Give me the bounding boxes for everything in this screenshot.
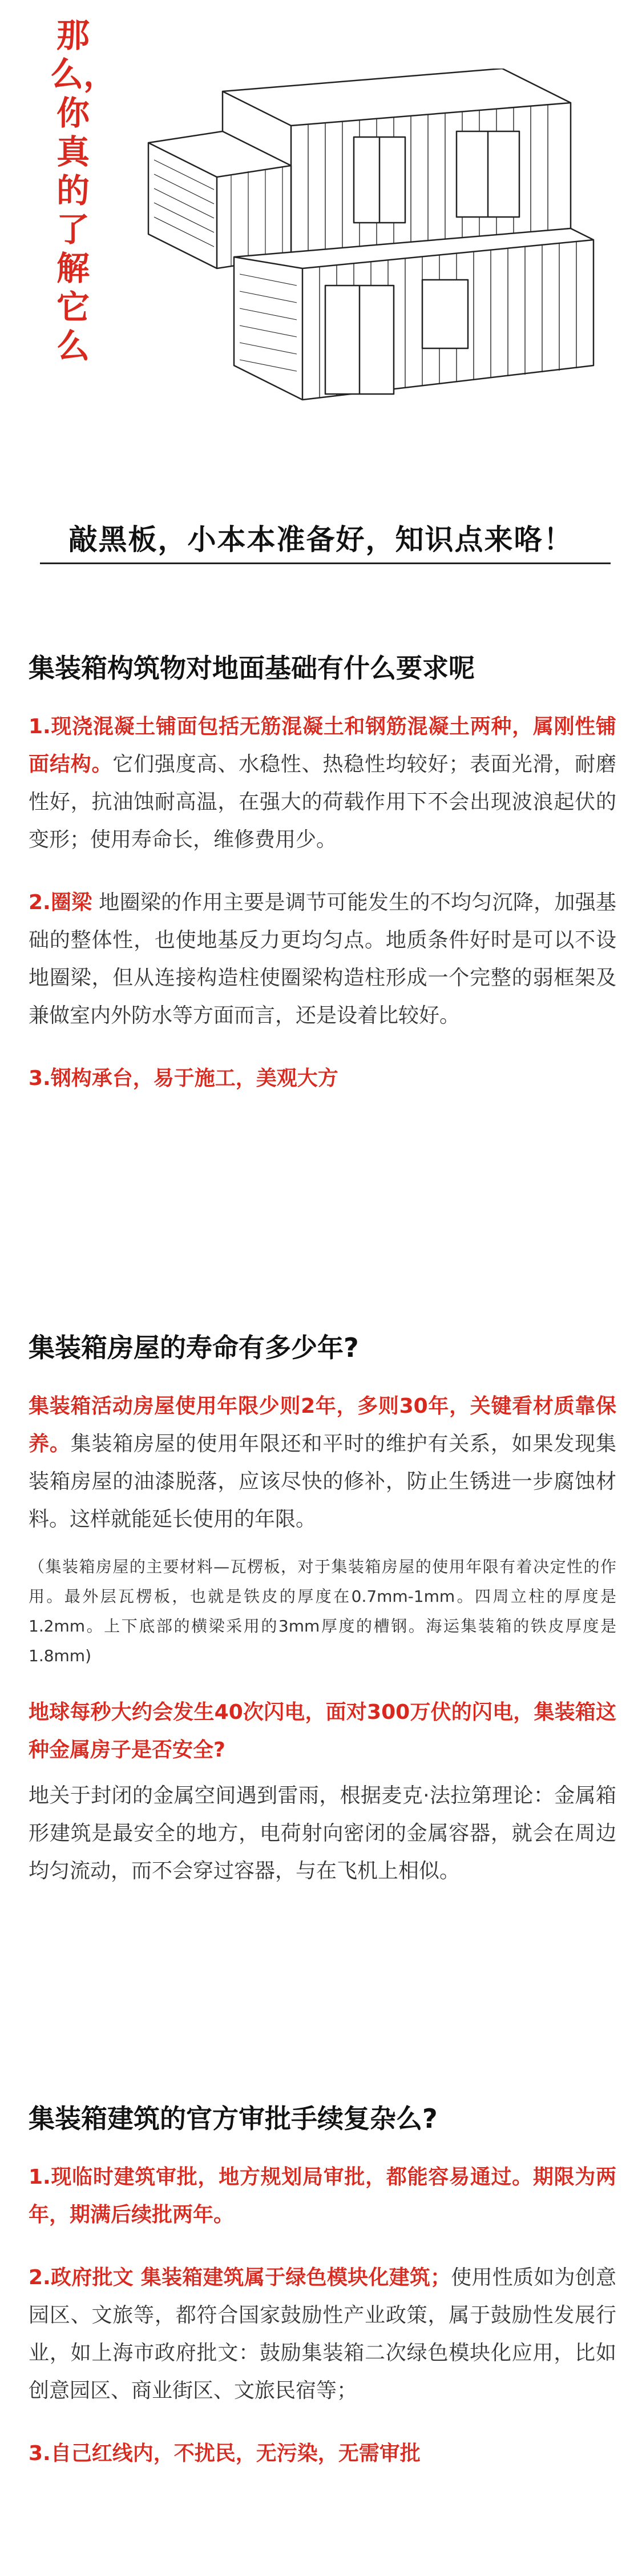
section-approval [29, 2101, 616, 2498]
highlight-text: 3.自己红线内，不扰民，无污染，无需审批 [29, 2442, 421, 2465]
body-text: 它们强度高、水稳性、热稳性均较好；表面光滑，耐磨性好，抗油蚀耐高温，在强大的荷载作用下不会出现波浪起伏的变形；使用寿命长，维修费用少。 [29, 753, 616, 851]
highlight-text: 1.现临时建筑审批，地方规划局审批，都能容易通过。期限为两年，期满后续批两年。 [29, 2165, 616, 2227]
paragraph [29, 1694, 616, 1769]
paragraph [29, 884, 616, 1035]
section-heading: 集装箱构筑物对地面基础有什么要求呢 [29, 653, 475, 684]
section-foundation [29, 651, 616, 1123]
paragraph [29, 2435, 616, 2473]
material-note: （集装箱房屋的主要材料—瓦楞板，对于集装箱房屋的使用年限有着决定性的作用。最外层瓦楞板，也就是铁皮的厚度在0.7mm-1mm。四周立柱的厚度是1.2mm。上下底部的横梁采用的3mm厚度的槽钢。海运集装箱的铁皮厚度是1.8mm) [29, 1557, 616, 1665]
highlight-text: 2.圈梁 [29, 891, 92, 914]
paragraph [29, 2259, 616, 2410]
paragraph [29, 1060, 616, 1098]
section-heading: 集装箱建筑的官方审批手续复杂么? [29, 2103, 438, 2134]
highlight-text: 1.现浇混凝土铺面包括无筋混凝土和钢筋混凝土两种，属刚性铺面结构。 [29, 715, 616, 776]
paragraph: 地关于封闭的金属空间遇到雷雨，根据麦克·法拉第理论：金属箱形建筑是最安全的地方，电荷射向密闭的金属容器，就会在周边均匀流动，而不会穿过容器，与在飞机上相似。 [29, 1784, 616, 1883]
highlight-text: 2.政府批文 集装箱建筑属于绿色模块化建筑； [29, 2266, 451, 2289]
section-lifespan [29, 1331, 616, 1915]
tagline-underline [40, 562, 611, 564]
paragraph [29, 2159, 616, 2234]
highlight-text: 地球每秒大约会发生40次闪电，面对300万伏的闪电，集装箱这种金属房子是否安全? [29, 1701, 616, 1762]
paragraph [29, 708, 616, 859]
container-building-illustration [137, 69, 616, 423]
paragraph [29, 1388, 616, 1538]
body-text: 集装箱房屋的使用年限还和平时的维护有关系，如果发现集装箱房屋的油漆脱落，应该尽快的修补，防止生锈进一步腐蚀材料。这样就能延长使用的年限。 [29, 1432, 616, 1531]
section-heading: 集装箱房屋的寿命有多少年? [29, 1332, 359, 1363]
body-text: 地圈梁的作用主要是调节可能发生的不均匀沉降，加强基础的整体性，也使地基反力更均匀点。地质条件好时是可以不设地圈梁，但从连接构造柱使圈梁构造柱形成一个完整的弱框架及兼做室内外防水等方面而言，还是设着比较好。 [29, 891, 616, 1027]
body-text: 使用性质如为创意园区、文旅等，都符合国家鼓励性产业政策，属于鼓励性发展行业，如上海市政府批文：鼓励集装箱二次绿色模块化应用，比如创意园区、商业街区、文旅民宿等； [29, 2266, 616, 2402]
highlight-text: 3.钢构承台，易于施工，美观大方 [29, 1067, 338, 1090]
tagline: 敲黑板，小本本准备好，知识点来咯！ [68, 523, 574, 556]
hero-title: 那么，你真的了解它么 [50, 16, 117, 365]
highlight-text: 集装箱活动房屋使用年限少则2年，多则30年，关键看材质靠保养。 [29, 1395, 616, 1456]
